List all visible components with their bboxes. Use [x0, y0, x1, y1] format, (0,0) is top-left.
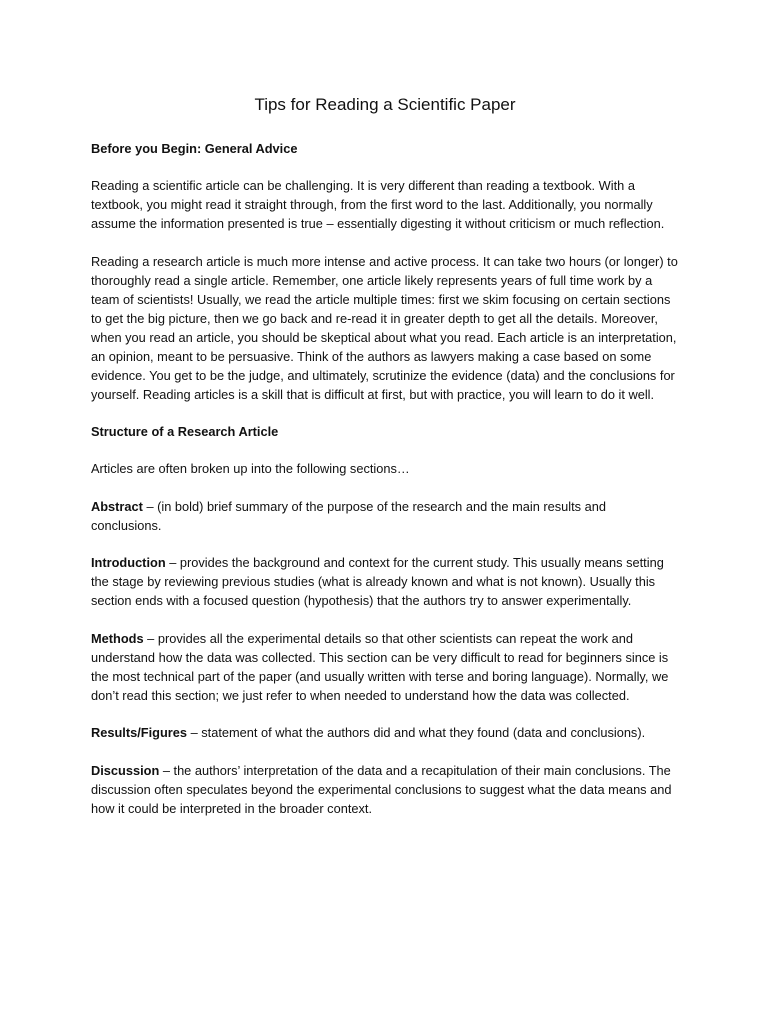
document-title: Tips for Reading a Scientific Paper: [254, 95, 516, 114]
section-heading-structure: Structure of a Research Article: [91, 424, 279, 439]
paragraph-textbook-comparison: Reading a scientific article can be challenging. It is very different than reading a textbook. With a textbook, you might read it straight through, from the first word to the last. Additionally, you normally assume the information presented is true – essentially digesting it without criticism or much reflection.: [91, 178, 665, 231]
description-results-figures: – statement of what the authors did and what they found (data and conclusions).: [187, 725, 646, 740]
description-discussion: – the authors’ interpretation of the data and a recapitulation of their main conclusions. The discussion often speculates beyond the experimental conclusions to suggest what the data means and how it could be interpreted in the broader context.: [91, 762, 672, 816]
section-item-introduction: [91, 553, 679, 610]
term-results-figures: Results/Figures: [91, 725, 188, 740]
section-item-methods: [91, 629, 679, 705]
paragraph-active-reading: Reading a research article is much more intense and active process. It can take two hours (or longer) to thoroughly read a single article. Remember, one article likely represents years of full time work by a team of scientists! Usually, we read the article multiple times: first we skim focusing on certain sections to get the big picture, then we go back and re-read it in greater depth to get all the details. Moreover, when you read an article, you should be skeptical about what you read. Each article is an interpretation, an opinion, meant to be persuasive. Think of the authors as lawyers making a case based on some evidence. You get to be the judge, and ultimately, scrutinize the evidence (data) and the conclusions for yourself. Reading articles is a skill that is difficult at first, but with practice, you will learn to do it well.: [91, 253, 678, 402]
description-abstract: – (in bold) brief summary of the purpose of the research and the main results and conclusions.: [91, 498, 606, 533]
term-discussion: Discussion: [91, 762, 160, 778]
description-methods: – provides all the experimental details so that other scientists can repeat the work and understand how the data was collected. This section can be very difficult to read for beginners since is the most technical part of the paper (and usually written with terse and boring language). Normally, we don’t read this section; we just refer to when needed to understand how the data was collected.: [91, 630, 669, 703]
section-item-discussion: [91, 761, 679, 818]
document-page: [91, 93, 679, 836]
paragraph-sections-intro: Articles are often broken up into the following sections…: [91, 461, 410, 476]
description-introduction: – provides the background and context for the current study. This usually means setting the stage by reviewing previous studies (what is already known and what is not known). Usually this section ends with a focused question (hypothesis) that the authors try to answer experimentally.: [91, 555, 664, 608]
section-item-abstract: [91, 497, 679, 535]
term-abstract: Abstract: [91, 498, 143, 514]
term-methods: Methods: [91, 630, 144, 646]
term-introduction: Introduction: [91, 555, 166, 570]
section-heading-general-advice: Before you Begin: General Advice: [91, 141, 298, 156]
section-item-results: [91, 723, 679, 742]
